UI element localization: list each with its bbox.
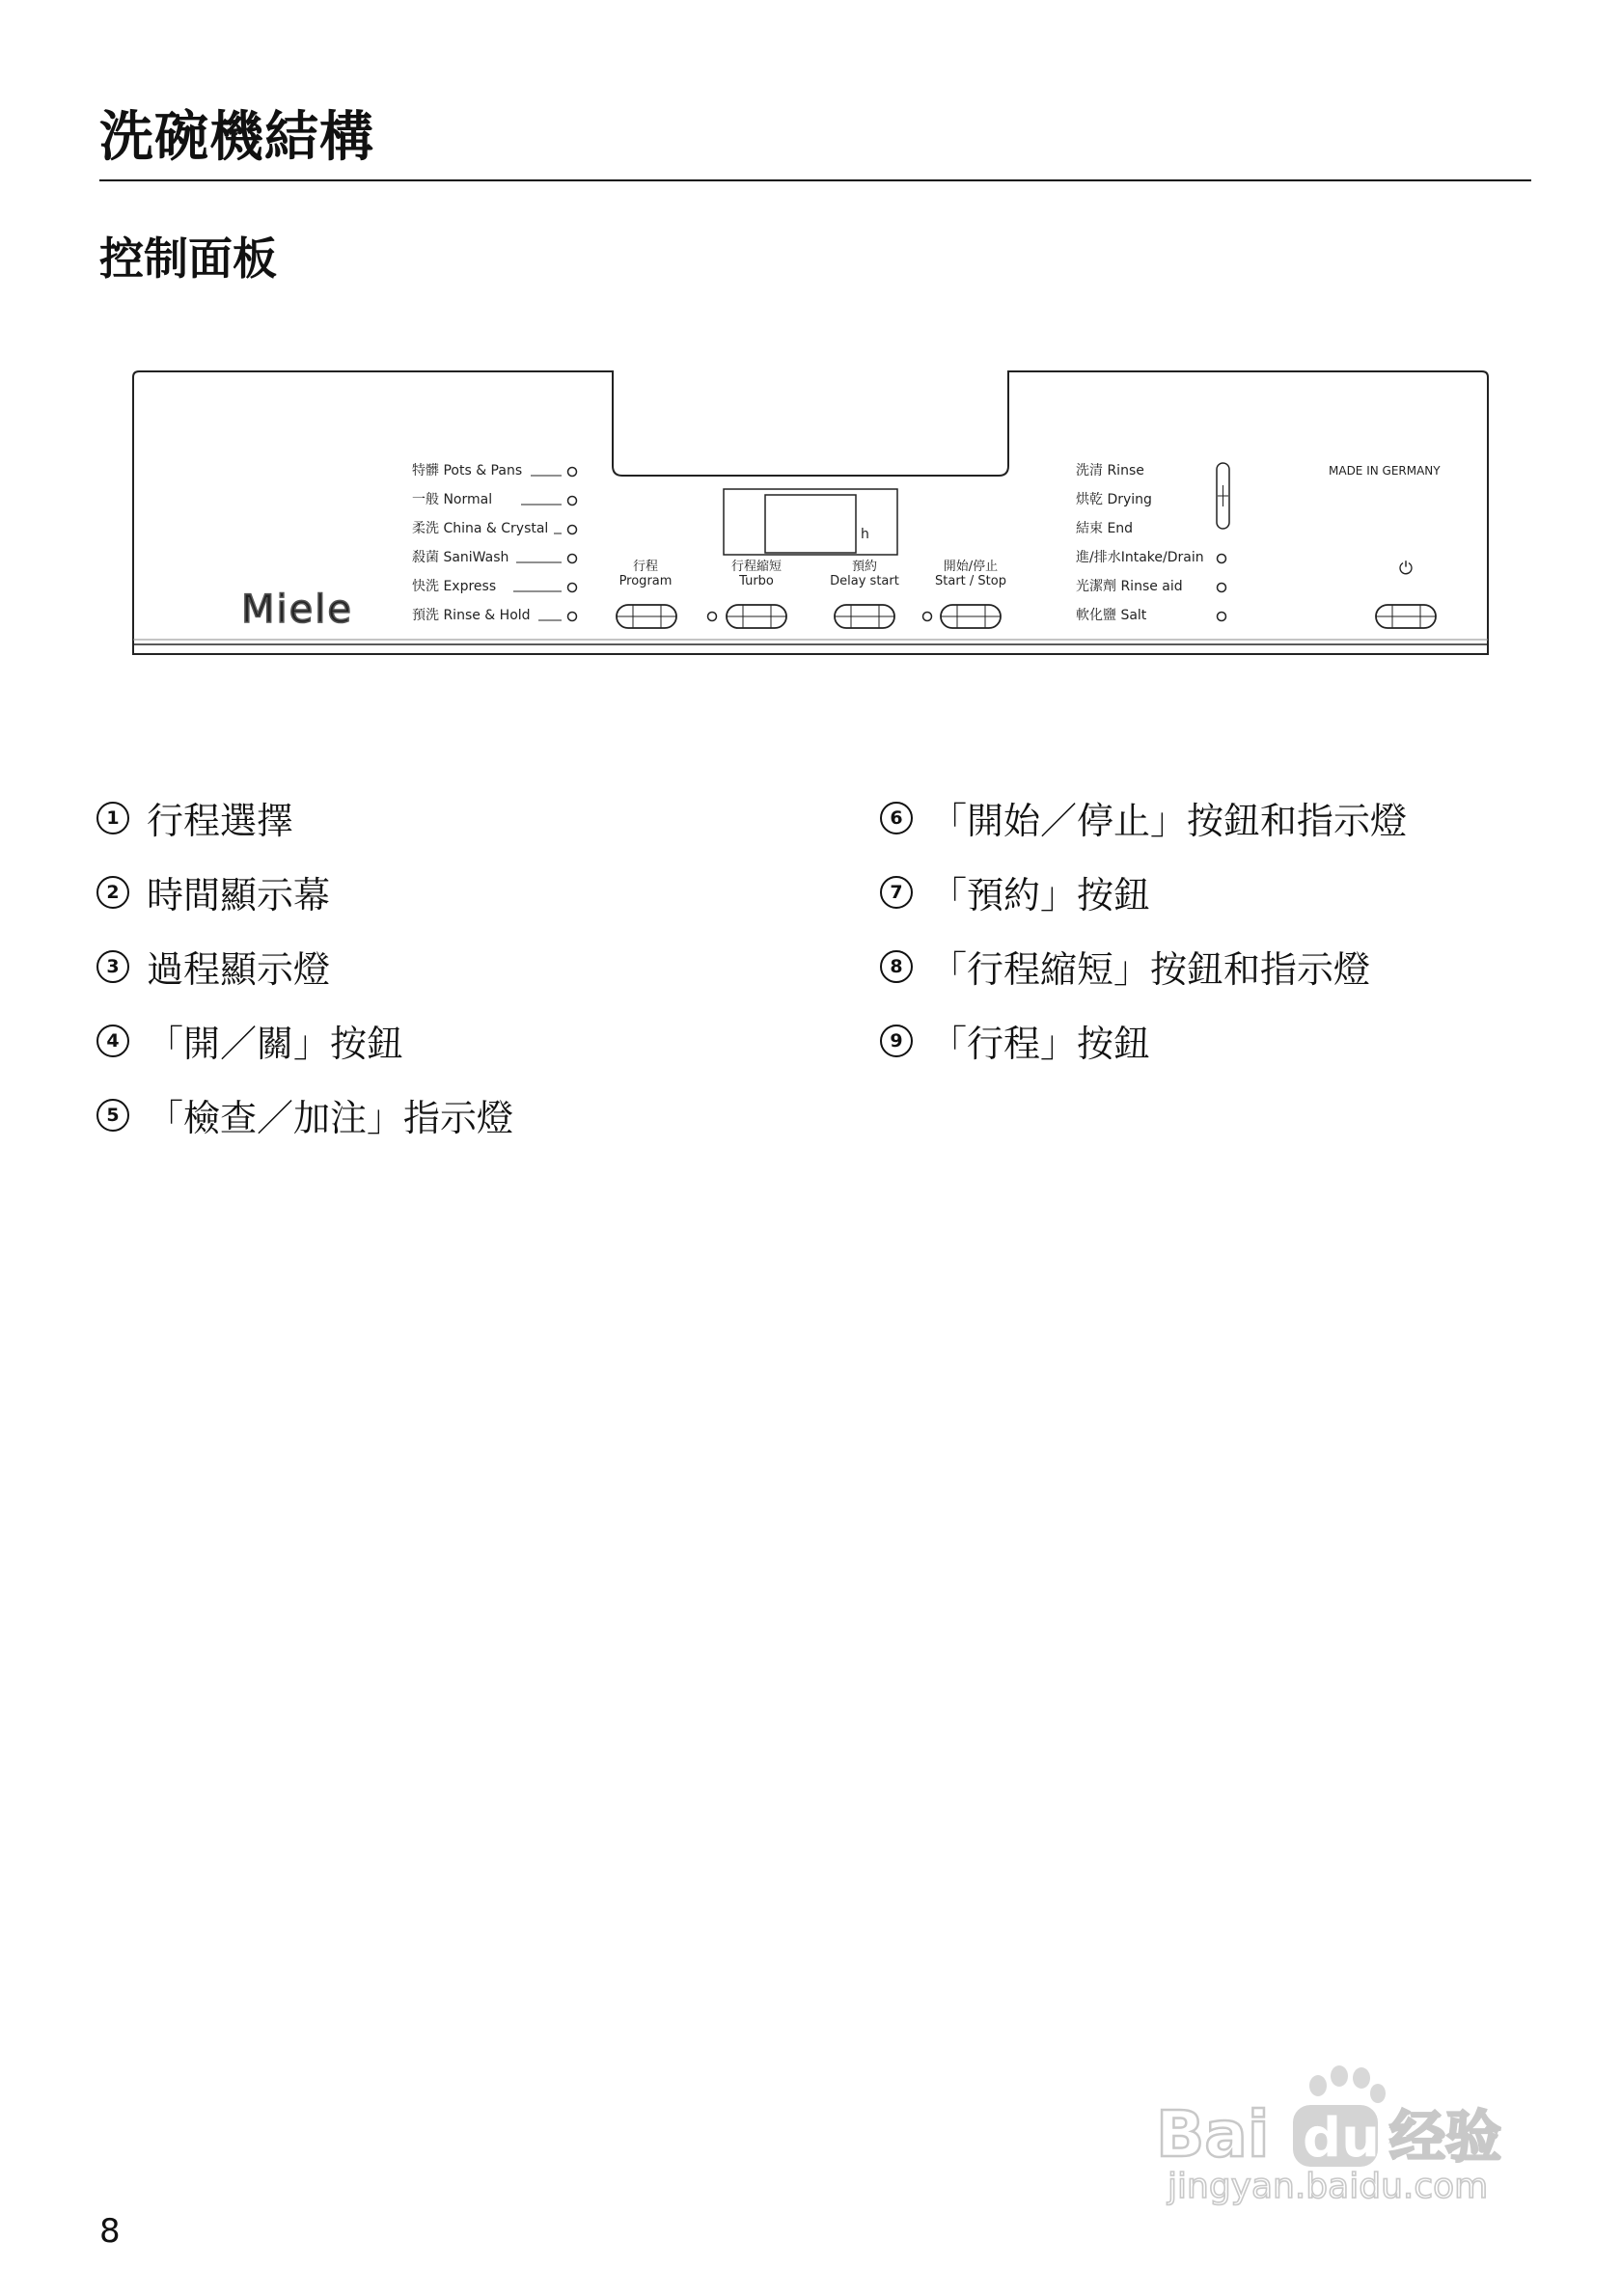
legend-item xyxy=(96,791,293,844)
legend-number: 1 xyxy=(96,802,129,834)
legend-number: 5 xyxy=(96,1099,129,1132)
legend-item xyxy=(880,940,1370,993)
button-program[interactable] xyxy=(617,560,676,628)
legend-text: 「行程縮短」按鈕和指示燈 xyxy=(930,948,1371,991)
legend-item xyxy=(96,940,330,993)
button-label-en: Delay start xyxy=(830,574,899,588)
legend-text: 過程顯示燈 xyxy=(147,948,331,991)
status-label: 軟化鹽 Salt xyxy=(1076,608,1147,623)
legend-text: 時間顯示幕 xyxy=(147,874,331,916)
salt-indicator-light xyxy=(1218,613,1226,621)
control-panel-diagram xyxy=(125,362,1496,670)
watermark-brand-jingyan: 经验 xyxy=(1389,2104,1502,2170)
program-label: 快洗 Express xyxy=(412,579,497,594)
turbo-indicator-light xyxy=(708,613,717,621)
legend-text: 「開／關」按鈕 xyxy=(147,1023,404,1065)
legend-number: 6 xyxy=(880,802,913,834)
button-label-zh: 預約 xyxy=(851,560,878,574)
legend-number: 9 xyxy=(880,1025,913,1057)
status-label: 光潔劑 Rinse aid xyxy=(1076,579,1183,594)
program-indicator-light xyxy=(568,584,577,592)
page-number: 8 xyxy=(99,2212,121,2251)
baidu-watermark xyxy=(1148,2064,1553,2209)
legend-item xyxy=(96,1014,403,1067)
program-label: 柔洗 China & Crystal xyxy=(412,521,549,536)
status-label: 進/排水Intake/Drain xyxy=(1076,550,1204,565)
program-label: 特髒 Pots & Pans xyxy=(412,463,523,478)
watermark-brand-du: du xyxy=(1303,2107,1380,2170)
button-label-zh: 行程縮短 xyxy=(730,560,783,574)
button-label-en: Turbo xyxy=(739,574,774,588)
watermark-url: jingyan.baidu.com xyxy=(1168,2167,1489,2206)
legend-number: 2 xyxy=(96,876,129,909)
button-label-zh: 行程 xyxy=(632,560,659,574)
program-indicator-light xyxy=(568,555,577,563)
program-list xyxy=(412,462,577,623)
button-label-zh: 開始/停止 xyxy=(943,560,999,574)
program-indicator-light xyxy=(568,497,577,506)
page-title: 洗碗機結構 xyxy=(99,106,374,169)
program-label: 預洗 Rinse & Hold xyxy=(412,608,531,623)
legend-number: 3 xyxy=(96,950,129,983)
legend-item xyxy=(880,791,1407,844)
legend-item xyxy=(96,1088,513,1141)
legend-item xyxy=(880,1014,1150,1067)
program-label: 一般 Normal xyxy=(412,492,493,507)
button-turbo[interactable] xyxy=(727,560,786,628)
power-icon: ⏻ xyxy=(1398,559,1414,579)
legend-text: 「預約」按鈕 xyxy=(930,874,1151,916)
made-in-label: MADE IN GERMANY xyxy=(1329,464,1441,478)
button-label-en: Program xyxy=(618,574,673,588)
status-list xyxy=(1076,463,1229,623)
legend-number: 4 xyxy=(96,1025,129,1057)
button-label-en: Start / Stop xyxy=(935,574,1006,588)
miele-logo: Miele xyxy=(241,588,353,632)
program-indicator-light xyxy=(568,526,577,534)
legend-text: 「行程」按鈕 xyxy=(930,1023,1151,1065)
section-title: 控制面板 xyxy=(99,232,277,285)
program-indicator-light xyxy=(568,613,577,621)
status-label: 烘乾 Drying xyxy=(1076,492,1152,507)
power-button[interactable] xyxy=(1376,559,1436,628)
title-divider xyxy=(99,179,1531,181)
intake-drain-indicator-light xyxy=(1218,555,1226,563)
program-label: 殺菌 SaniWash xyxy=(412,550,509,565)
legend-item xyxy=(880,865,1150,918)
legend-text: 行程選擇 xyxy=(147,800,294,842)
legend-number: 8 xyxy=(880,950,913,983)
status-label: 洗清 Rinse xyxy=(1076,463,1144,478)
paw-icon xyxy=(1309,2065,1386,2103)
legend-item xyxy=(96,865,330,918)
time-display xyxy=(724,489,897,555)
status-label: 結束 End xyxy=(1076,521,1134,536)
rinse-aid-indicator-light xyxy=(1218,584,1226,592)
legend-text: 「開始／停止」按鈕和指示燈 xyxy=(930,800,1408,842)
legend-number: 7 xyxy=(880,876,913,909)
button-start-stop[interactable] xyxy=(935,560,1006,628)
display-hour-unit: h xyxy=(861,527,869,542)
program-indicator-light xyxy=(568,468,577,477)
button-delay-start[interactable] xyxy=(830,560,899,628)
legend-text: 「檢查／加注」指示燈 xyxy=(147,1097,514,1139)
watermark-brand-bai: Bai xyxy=(1156,2097,1270,2172)
start-stop-indicator-light xyxy=(923,613,932,621)
